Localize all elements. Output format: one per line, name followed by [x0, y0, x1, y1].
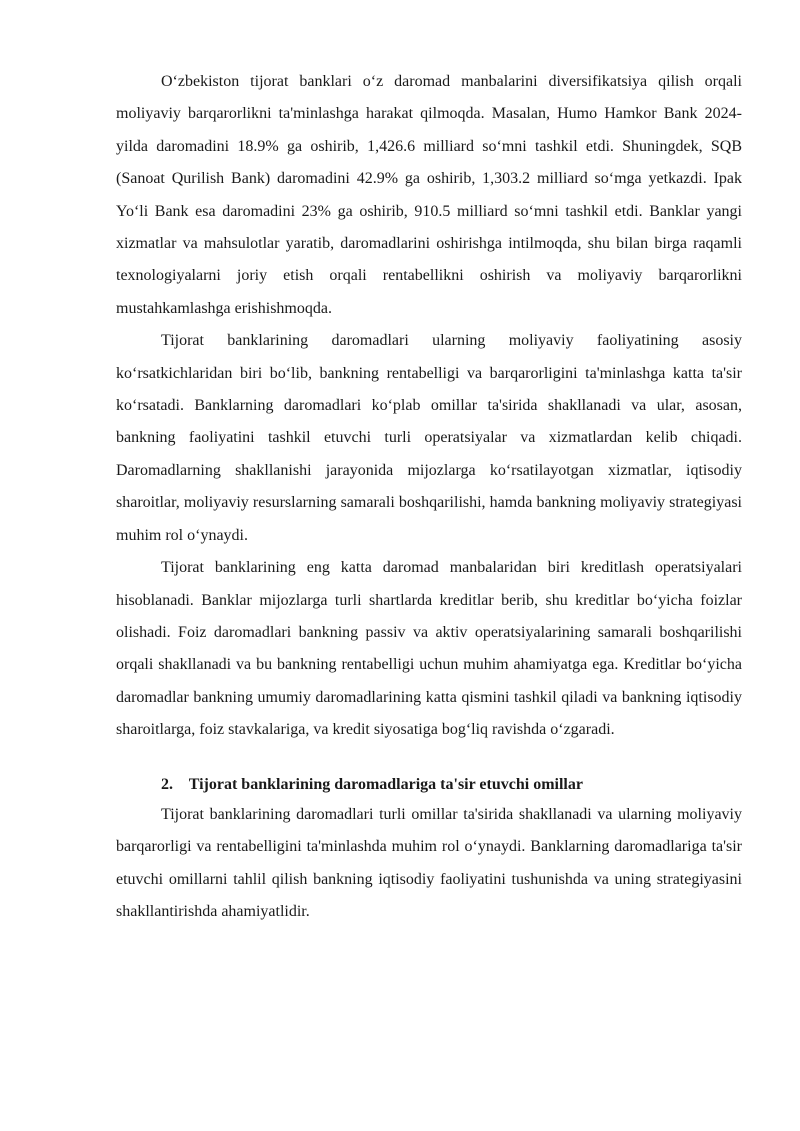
section-number: 2.: [161, 775, 173, 793]
section-title: Tijorat banklarining daromadlariga ta'sir etuvchi omillar: [188, 775, 583, 793]
document-body: [116, 66, 742, 929]
section-heading: [116, 769, 742, 801]
section-paragraph-1: Tijorat banklarining daromadlari turli omillar ta'sirida shakllanadi va ularning moliyaviy barqarorligi va rentabelligini ta'minlashda muhim rol o‘ynaydi. Banklarning daromadlariga ta'sir etuvchi omillarni tahlil qilish bankning iqtisodiy faoliyatini tushunishda va uning strategiyasini shakllantirishda ahamiyatlidir.: [116, 805, 742, 921]
body-paragraph-3: Tijorat banklarining eng katta daromad manbalaridan biri kreditlash operatsiyalari hisoblanadi. Banklar mijozlarga turli shartlarda kreditlar berib, shu kreditlar bo‘yicha foizlar olishadi. Foiz daromadlari bankning passiv va aktiv operatsiyalarining samarali boshqarilishi orqali shakllanadi va bu bankning rentabelligi uchun muhim ahamiyatga ega. Kreditlar bo‘yicha daromadlar bankning umumiy daromadlarining katta qismini tashkil qiladi va bankning iqtisodiy sharoitlarga, foiz stavkalariga, va kredit siyosatiga bog‘liq ravishda o‘zgaradi.: [116, 559, 742, 739]
body-paragraph-1: O‘zbekiston tijorat banklari o‘z daromad manbalarini diversifikatsiya qilish orqali moliyaviy barqarorlikni ta'minlashga harakat qilmoqda. Masalan, Humo Hamkor Bank 2024-yilda daromadini 18.9% ga oshirib, 1,426.6 milliard so‘mni tashkil etdi. Shuningdek, SQB (Sanoat Qurilish Bank) daromadini 42.9% ga oshirib, 1,303.2 milliard so‘mga yetkazdi. Ipak Yo‘li Bank esa daromadini 23% ga oshirib, 910.5 milliard so‘mni tashkil etdi. Banklar yangi xizmatlar va mahsulotlar yaratib, daromadlarini oshirishga intilmoqda, shu bilan birga raqamli texnologiyalarni joriy etish orqali rentabellikni oshirish va moliyaviy barqarorlikni mustahkamlashga erishishmoqda.: [116, 73, 742, 317]
body-paragraph-2: Tijorat banklarining daromadlari ularning moliyaviy faoliyatining asosiy ko‘rsatkichlaridan biri bo‘lib, bankning rentabelligi va barqarorligini ta'minlashga katta ta'sir ko‘rsatadi. Banklarning daromadlari ko‘plab omillar ta'sirida shakllanadi va ular, asosan, bankning faoliyatini tashkil etuvchi turli operatsiyalar va xizmatlardan kelib chiqadi. Daromadlarning shakllanishi jarayonida mijozlarga ko‘rsatilayotgan xizmatlar, iqtisodiy sharoitlar, moliyaviy resurslarning samarali boshqarilishi, hamda bankning moliyaviy strategiyasi muhim rol o‘ynaydi.: [116, 332, 742, 544]
